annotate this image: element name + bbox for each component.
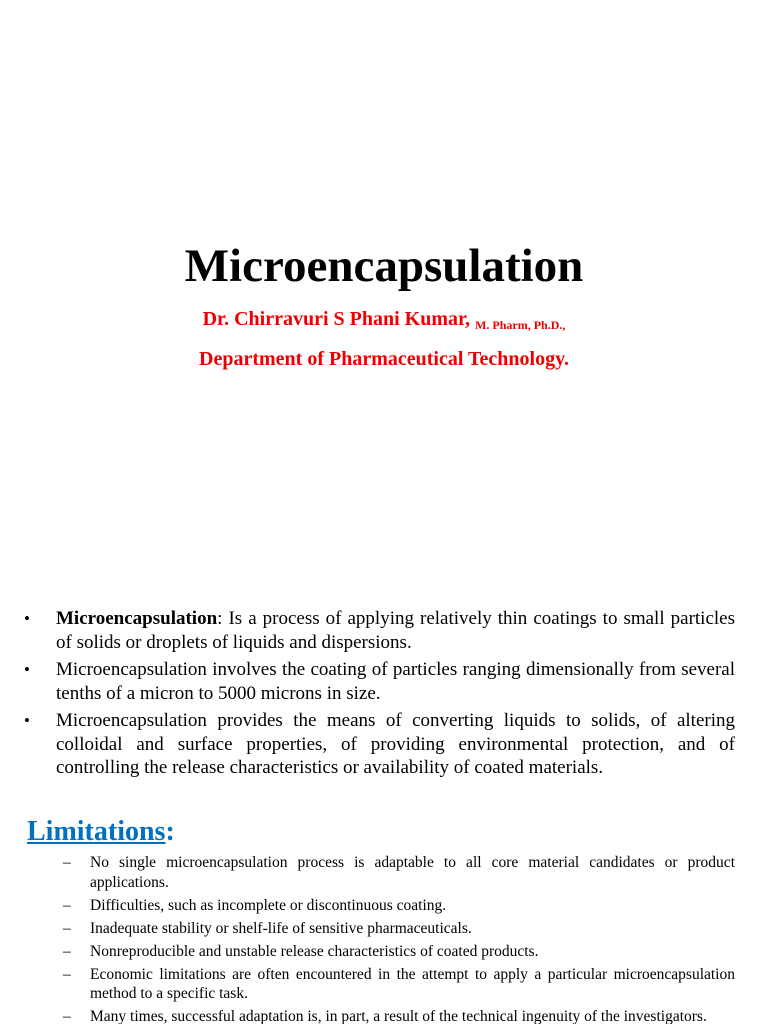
author-name: Dr. Chirravuri S Phani Kumar, [202,308,471,330]
bullet-text: Microencapsulation provides the means of converting liquids to solids, of altering colloidal and surface properties, of providing environmental protection, and of controlling the release characteristics or availability of coated materials. [56,710,735,778]
limitations-heading-text: Limitations [27,816,166,847]
bullet-marker: • [24,711,30,730]
bullet-item [24,658,735,705]
limitation-item [63,853,735,892]
limitation-item [63,1007,735,1024]
dash-marker: – [63,854,71,871]
limitation-item [63,896,735,916]
limitation-item [63,919,735,939]
dash-marker: – [63,919,71,937]
limitation-item [63,965,735,1004]
limitations-heading-colon: : [165,816,175,847]
dash-marker: – [63,1008,71,1024]
author-line [0,306,768,338]
bullet-text: Microencapsulation involves the coating of particles ranging dimensionally from several tenths of a micron to 5000 microns in size. [56,659,735,704]
title-block [0,238,768,372]
bullet-item [24,607,735,654]
dash-marker: – [63,942,71,960]
limitation-text: Difficulties, such as incomplete or discontinuous coating. [90,896,447,914]
limitations-heading [27,813,175,851]
limitation-text: No single microencapsulation process is adaptable to all core material candidates or product applications. [90,854,735,891]
limitations-list [63,853,735,1024]
dash-marker: – [63,965,71,983]
limitation-text: Inadequate stability or shelf-life of sensitive pharmaceuticals. [90,919,472,937]
bullet-term: Microencapsulation [56,608,218,629]
limitation-text: Economic limitations are often encountered in the attempt to apply a particular microencapsulation method to a specific task. [90,965,735,1002]
bullet-item [24,709,735,780]
dash-marker: – [63,896,71,914]
bullet-text: : Is a process of applying relatively thin coatings to small particles of solids or droplets of liquids and dispersions. [56,608,735,653]
page-title: Microencapsulation [184,240,584,292]
department-line: Department of Pharmaceutical Technology. [199,348,569,370]
intro-bullet-list [24,607,735,784]
limitation-text: Nonreproducible and unstable release characteristics of coated products. [90,942,539,960]
author-qualifications: M. Pharm, Ph.D., [475,318,566,332]
bullet-marker: • [24,609,30,628]
limitation-item [63,942,735,962]
bullet-marker: • [24,660,30,679]
limitation-text: Many times, successful adaptation is, in part, a result of the technical ingenuity of the investigators. [90,1008,707,1024]
